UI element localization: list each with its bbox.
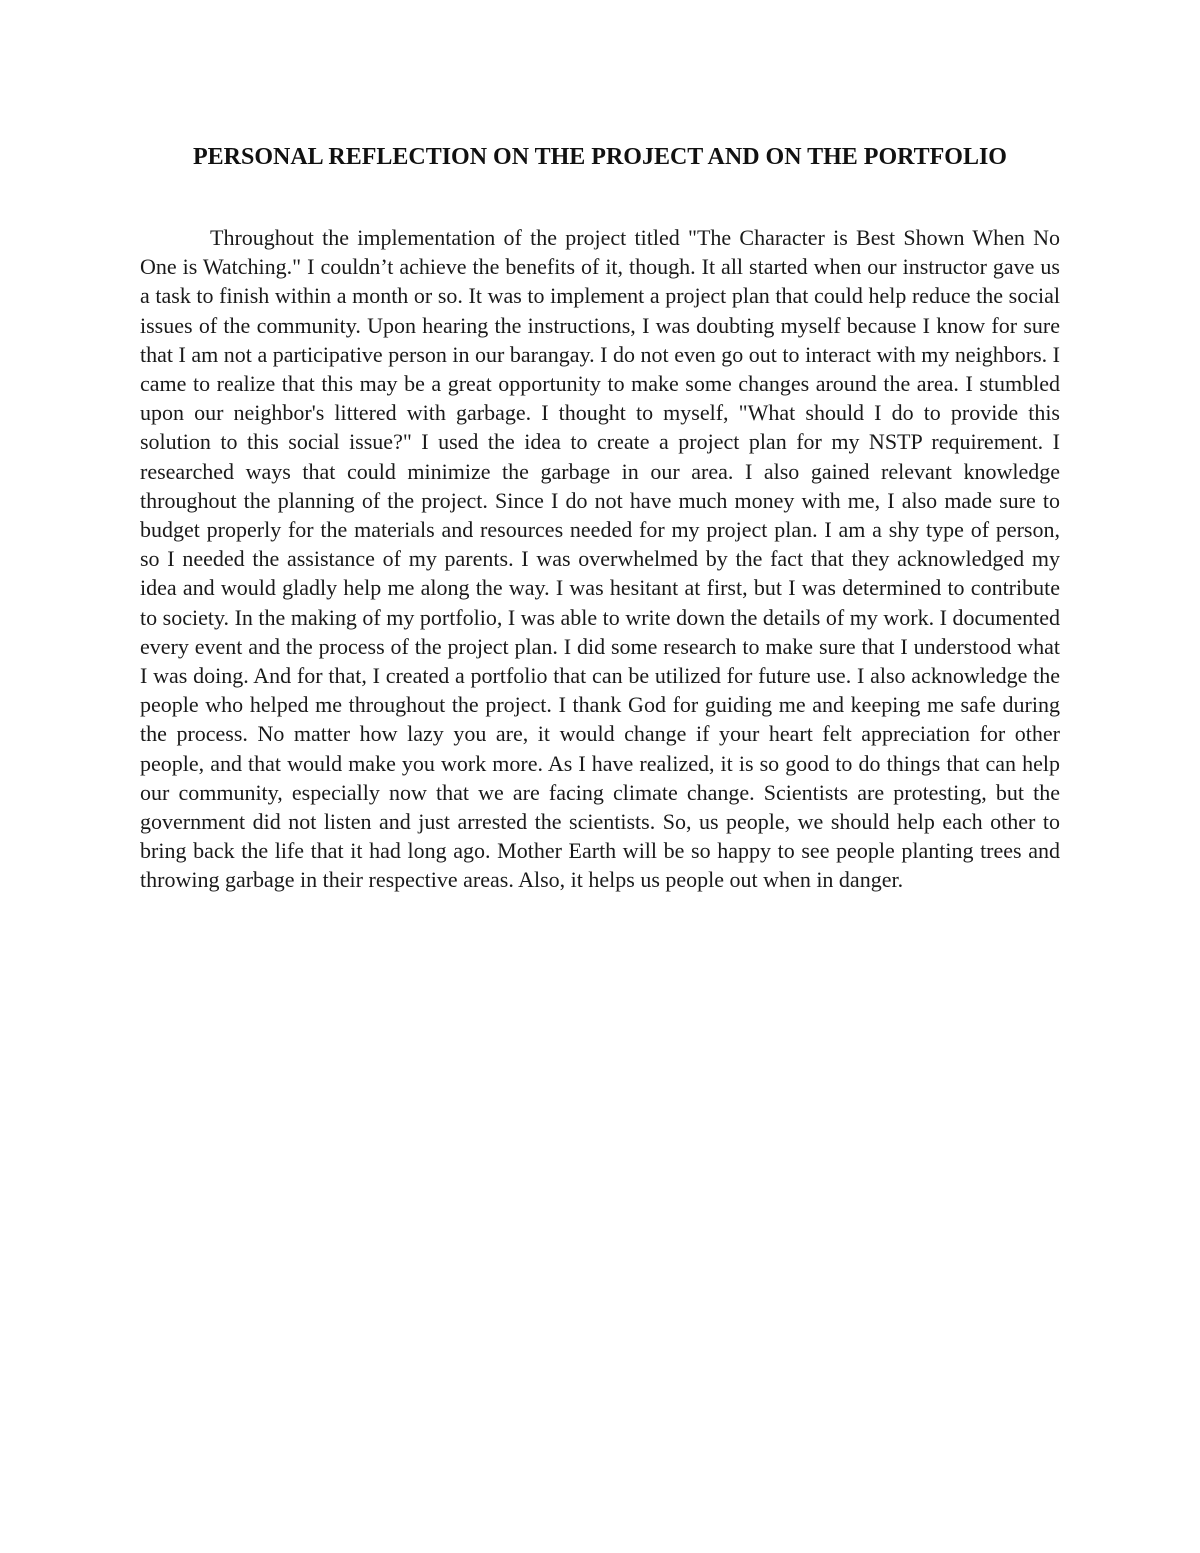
document-title: PERSONAL REFLECTION ON THE PROJECT AND ON THE PORTFOLIO	[193, 144, 1007, 170]
document-body-paragraph: Throughout the implementation of the project titled "The Character is Best Shown When No One is Watching." I couldn’t achieve the benefits of it, though. It all started when our instructor gave us a task to finish within a month or so. It was to implement a project plan that could help reduce the social issues of the community. Upon hearing the instructions, I was doubting myself because I know for sure that I am not a participative person in our barangay. I do not even go out to interact with my neighbors. I came to realize that this may be a great opportunity to make some changes around the area. I stumbled upon our neighbor's littered with garbage. I thought to myself, "What should I do to provide this solution to this social issue?" I used the idea to create a project plan for my NSTP requirement. I researched ways that could minimize the garbage in our area. I also gained relevant knowledge throughout the planning of the project. Since I do not have much money with me, I also made sure to budget properly for the materials and resources needed for my project plan. I am a shy type of person, so I needed the assistance of my parents. I was overwhelmed by the fact that they acknowledged my idea and would gladly help me along the way. I was hesitant at first, but I was determined to contribute to society. In the making of my portfolio, I was able to write down the details of my work. I documented every event and the process of the project plan. I did some research to make sure that I understood what I was doing. And for that, I created a portfolio that can be utilized for future use. I also acknowledge the people who helped me throughout the project. I thank God for guiding me and keeping me safe during the process. No matter how lazy you are, it would change if your heart felt appreciation for other people, and that would make you work more. As I have realized, it is so good to do things that can help our community, especially now that we are facing climate change. Scientists are protesting, but the government did not listen and just arrested the scientists. So, us people, we should help each other to bring back the life that it had long ago. Mother Earth will be so happy to see people planting trees and throwing garbage in their respective areas. Also, it helps us people out when in danger.	[140, 225, 1060, 893]
